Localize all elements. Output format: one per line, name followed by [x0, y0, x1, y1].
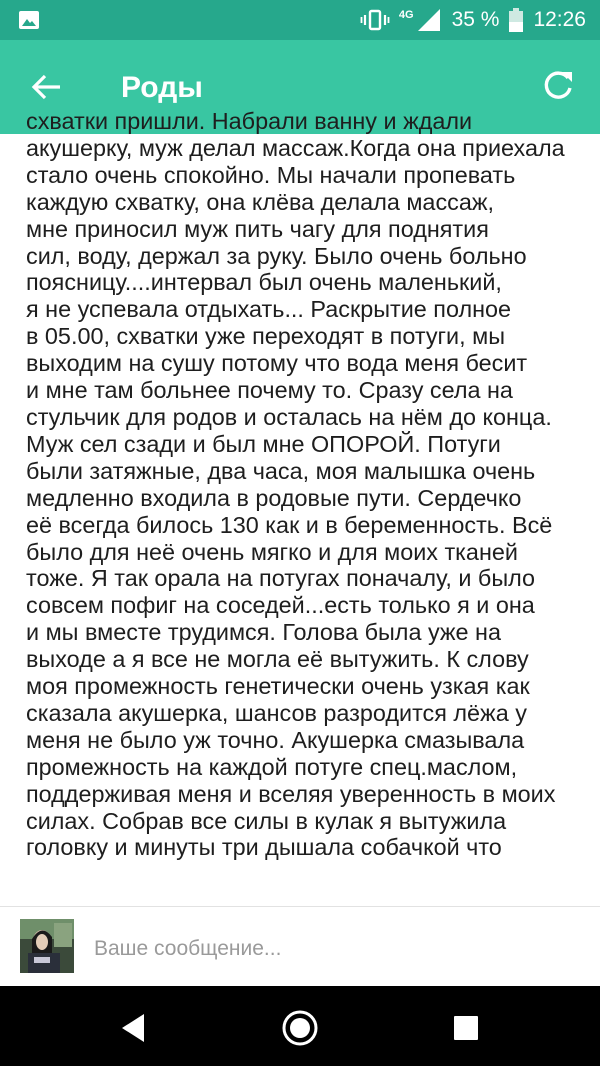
message-line: каждую схватку, она клёва делала массаж, [26, 188, 494, 215]
message-line: стульчик для родов и осталась на нём до конца. [26, 403, 552, 430]
message-line: тоже. Я так орала на потугах поначалу, и было [26, 565, 536, 592]
battery-percent: 35 % [451, 8, 500, 31]
message-content[interactable] [0, 108, 600, 906]
refresh-icon[interactable] [540, 68, 576, 104]
message-line: поясницу....интервал был очень маленький, [26, 269, 502, 296]
system-navigation-bar [0, 986, 600, 1066]
message-line: схватки пришли. Набрали ванну и ждали [26, 108, 473, 134]
message-line: меня не было уж точно. Акушерка смазывала [26, 726, 525, 753]
network-type-label: 4G [398, 9, 414, 21]
message-line: сил, воду, держал за руку. Было очень больно [26, 242, 527, 269]
message-line: головку и минуты три дышала собачкой что [26, 834, 502, 861]
status-icons [361, 0, 586, 40]
recents-square-icon[interactable] [446, 1008, 486, 1048]
message-line: были затяжные, два часа, моя малышка очень [26, 457, 536, 484]
message-line: стало очень спокойно. Мы начали пропевать [26, 161, 516, 188]
user-avatar-image [20, 919, 74, 973]
message-line: моя промежность генетически очень узкая как [26, 673, 530, 700]
message-composer [0, 906, 600, 987]
message-line: мне приносил муж пить чагу для поднятия [26, 215, 489, 242]
home-circle-icon[interactable] [280, 1008, 320, 1048]
message-line: сказала акушерка, шансов разродится лёжа у [26, 699, 527, 726]
message-line: было для неё очень мягко и для моих тканей [26, 538, 518, 565]
message-line: совсем пофиг на соседей...есть только я и она [26, 592, 535, 619]
battery-icon [509, 8, 523, 32]
message-line: акушерку, муж делал массаж.Когда она приехала [26, 134, 565, 161]
message-line: выходим на сушу потому что вода меня бесит [26, 350, 528, 377]
message-line: и мне там больнее почему то. Сразу села на [26, 377, 513, 404]
message-line: промежность на каждой потуге спец.маслом, [26, 753, 518, 780]
arrow-left-icon[interactable] [30, 70, 64, 104]
gallery-icon [18, 10, 40, 30]
message-text [26, 108, 591, 861]
message-input[interactable] [94, 933, 574, 965]
message-line: выходе а я все не могла её вытужить. К слову [26, 646, 529, 673]
clock: 12:26 [533, 8, 586, 31]
avatar[interactable] [20, 919, 74, 973]
status-bar [0, 0, 600, 40]
back-triangle-icon[interactable] [114, 1008, 154, 1048]
page-title: Роды [121, 71, 203, 104]
message-line: и мы вместе трудимся. Голова была уже на [26, 619, 501, 646]
message-line: её всегда билось 130 как и в беременность. Всё [26, 511, 553, 538]
message-line: в 05.00, схватки уже переходят в потуги, мы [26, 323, 506, 350]
message-line: я не успевала отдыхать... Раскрытие полное [26, 296, 512, 323]
message-line: медленно входила в родовые пути. Сердечко [26, 484, 522, 511]
message-line: поддерживая меня и вселяя уверенность в моих [26, 780, 556, 807]
message-line: силах. Собрав все силы в кулак я вытужила [26, 807, 507, 834]
vibrate-icon [361, 9, 389, 31]
message-line: Муж сел сзади и был мне ОПОРОЙ. Потуги [26, 430, 501, 457]
signal-icon [416, 8, 442, 32]
